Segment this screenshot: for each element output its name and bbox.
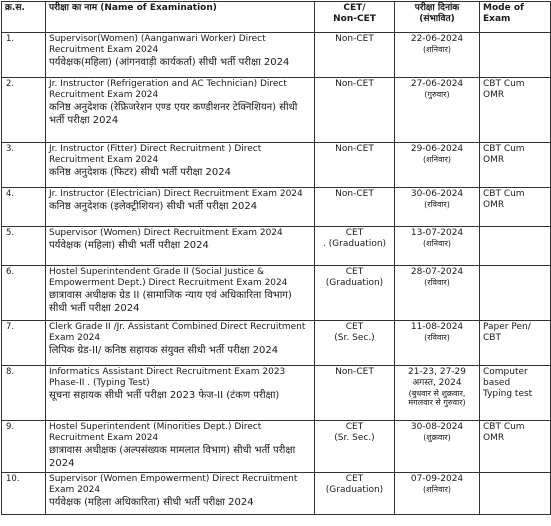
exam-name xyxy=(46,366,315,421)
serial-number: 7. xyxy=(2,321,46,366)
exam-date: 07-09-2024 xyxy=(410,474,464,484)
exam-mode xyxy=(480,33,551,78)
exam-day: (रविवार) xyxy=(424,333,450,342)
exam-date-cell xyxy=(395,227,480,266)
exam-name-hindi: कनिष्ठ अनुदेशक (फिटर) सीधी भर्ती परीक्षा 2024 xyxy=(49,167,231,178)
exam-name xyxy=(46,143,315,188)
exam-date: 29-06-2024 xyxy=(410,144,464,154)
cet-type: Non-CET xyxy=(315,188,395,227)
exam-date-cell xyxy=(395,421,480,473)
table-row xyxy=(2,366,551,421)
exam-name-hindi: सूचना सहायक सीधी भर्ती परीक्षा 2023 फेज-II (टंकण परीक्षा) xyxy=(49,390,280,401)
header-mode: Mode of Exam xyxy=(480,2,551,33)
cet-type: Non-CET xyxy=(315,143,395,188)
exam-name-hindi: कनिष्ठ अनुदेशक (रेफ्रिजरेशन एण्ड एयर कण्डीशनर टेक्निशियन) सीधी भर्ती परीक्षा 2024 xyxy=(49,102,298,126)
exam-day: (शनिवार) xyxy=(423,485,451,494)
exam-date: 13-07-2024 xyxy=(410,228,464,238)
serial-number: 4. xyxy=(2,188,46,227)
header-date: परीक्षा दिनांक (संभावित) xyxy=(395,2,480,33)
exam-name xyxy=(46,33,315,78)
exam-date-cell xyxy=(395,188,480,227)
exam-mode: CBT Cum OMR xyxy=(480,143,551,188)
exam-mode: Paper Pen/ CBT xyxy=(480,321,551,366)
serial-number: 9. xyxy=(2,421,46,473)
exam-name-hindi: पर्यवेक्षक(महिला) (आंगनवाड़ी कार्यकर्ता) सीधी भर्ती परीक्षा 2024 xyxy=(49,57,290,68)
header-cet: CET/ Non-CET xyxy=(315,2,395,33)
exam-name-hindi: पर्यवेक्षक (महिला) सीधी भर्ती परीक्षा 2024 xyxy=(49,240,209,251)
header-row xyxy=(2,2,551,33)
exam-name-hindi: छात्रावास अधीक्षक ग्रेड II (सामाजिक न्याय एवं अधिकारिता विभाग) सीधी भर्ती परीक्षा 2024 xyxy=(49,290,292,314)
serial-number: 8. xyxy=(2,366,46,421)
exam-date-cell xyxy=(395,143,480,188)
exam-date: 11-08-2024 xyxy=(410,322,464,332)
exam-name xyxy=(46,421,315,473)
exam-date-cell xyxy=(395,473,480,515)
exam-name xyxy=(46,227,315,266)
serial-number: 10. xyxy=(2,473,46,515)
table-row xyxy=(2,421,551,473)
header-name: परीक्षा का नाम (Name of Examination) xyxy=(46,2,315,33)
exam-date: 30-08-2024 xyxy=(410,422,464,432)
exam-day: (रविवार) xyxy=(424,200,450,209)
exam-name xyxy=(46,321,315,366)
cet-type: CET (Graduation) xyxy=(315,266,395,321)
exam-name xyxy=(46,78,315,143)
exam-date: 28-07-2024 xyxy=(410,267,464,277)
exam-name-english: Jr. Instructor (Electrician) Direct Recruitment Exam 2024 xyxy=(49,189,303,199)
table-row xyxy=(2,33,551,78)
exam-day: (शनिवार) xyxy=(423,45,451,54)
exam-mode: CBT Cum OMR xyxy=(480,78,551,143)
exam-name-english: Supervisor (Women Empowerment) Direct Recruitment Exam 2024 xyxy=(49,474,298,495)
exam-day: (बुधवार से शुक्रवार, मंगलवार से गुरुवार) xyxy=(408,389,466,407)
exam-mode: CBT Cum OMR xyxy=(480,421,551,473)
exam-name xyxy=(46,188,315,227)
exam-name-english: Clerk Grade II /Jr. Assistant Combined Direct Recruitment Exam 2024 xyxy=(49,322,306,343)
header-sno: क्र.स. xyxy=(2,2,46,33)
exam-name-hindi: कनिष्ठ अनुदेशक (इलेक्ट्रीशियन) सीधी भर्ती परीक्षा 2024 xyxy=(49,201,258,212)
cet-type: Non-CET xyxy=(315,33,395,78)
cet-type: CET (Sr. Sec.) xyxy=(315,321,395,366)
exam-mode xyxy=(480,473,551,515)
cet-type: CET (Graduation) xyxy=(315,473,395,515)
exam-name-hindi: पर्यवेक्षक (महिला अधिकारिता) सीधी भर्ती परीक्षा 2024 xyxy=(49,497,254,508)
exam-date-cell xyxy=(395,33,480,78)
table-row xyxy=(2,78,551,143)
exam-name-english: Hostel Superintendent (Minorities Dept.) Direct Recruitment Exam 2024 xyxy=(49,422,262,443)
table-row xyxy=(2,143,551,188)
exam-schedule-table xyxy=(1,1,551,515)
serial-number: 6. xyxy=(2,266,46,321)
exam-name-hindi: लिपिक ग्रेड-II/ कनिष्ठ सहायक संयुक्त सीधी भर्ती परीक्षा 2024 xyxy=(49,345,279,356)
table-row xyxy=(2,266,551,321)
cet-type: CET (Sr. Sec.) xyxy=(315,421,395,473)
serial-number: 3. xyxy=(2,143,46,188)
cet-type: CET . (Graduation) xyxy=(315,227,395,266)
cet-type: Non-CET xyxy=(315,366,395,421)
exam-date-cell xyxy=(395,266,480,321)
exam-mode xyxy=(480,227,551,266)
exam-date-cell xyxy=(395,366,480,421)
exam-name-hindi: छात्रावास अधीक्षक (अल्पसंख्यक मामलात विभाग) सीधी भर्ती परीक्षा 2024 xyxy=(49,445,296,469)
exam-day: (गुरुवार) xyxy=(424,90,450,99)
exam-date: 21-23, 27-29 अगस्त, 2024 xyxy=(407,367,467,388)
exam-date: 27-06-2024 xyxy=(410,79,464,89)
exam-day: (शुक्रवार) xyxy=(423,433,451,442)
exam-name xyxy=(46,473,315,515)
exam-day: (रविवार) xyxy=(424,278,450,287)
exam-mode: Computer based Typing test xyxy=(480,366,551,421)
exam-date-cell xyxy=(395,78,480,143)
exam-mode xyxy=(480,266,551,321)
exam-mode: CBT Cum OMR xyxy=(480,188,551,227)
serial-number: 2. xyxy=(2,78,46,143)
exam-day: (शनिवार) xyxy=(423,239,451,248)
exam-name-english: Hostel Superintendent Grade II (Social Justice & Empowerment Dept.) Direct Recruitment Exam 2024 xyxy=(49,267,288,288)
serial-number: 5. xyxy=(2,227,46,266)
exam-name-english: Supervisor(Women) (Aanganwari Worker) Direct Recruitment Exam 2024 xyxy=(49,34,266,55)
exam-name xyxy=(46,266,315,321)
exam-name-english: Jr. Instructor (Refrigeration and AC Technician) Direct Recruitment Exam 2024 xyxy=(49,79,287,100)
exam-name-english: Jr. Instructor (Fitter) Direct Recruitment ) Direct Recruitment Exam 2024 xyxy=(49,144,262,165)
exam-name-english: Informatics Assistant Direct Recruitment Exam 2023 Phase-II . (Typing Test) xyxy=(49,367,286,388)
exam-date: 30-06-2024 xyxy=(410,189,464,199)
table-row xyxy=(2,473,551,515)
table-row xyxy=(2,321,551,366)
exam-date-cell xyxy=(395,321,480,366)
exam-day: (शनिवार) xyxy=(423,155,451,164)
exam-date: 22-06-2024 xyxy=(410,34,464,44)
exam-name-english: Supervisor (Women) Direct Recruitment Exam 2024 xyxy=(49,228,283,238)
serial-number: 1. xyxy=(2,33,46,78)
table-row xyxy=(2,227,551,266)
cet-type: Non-CET xyxy=(315,78,395,143)
table-row xyxy=(2,188,551,227)
